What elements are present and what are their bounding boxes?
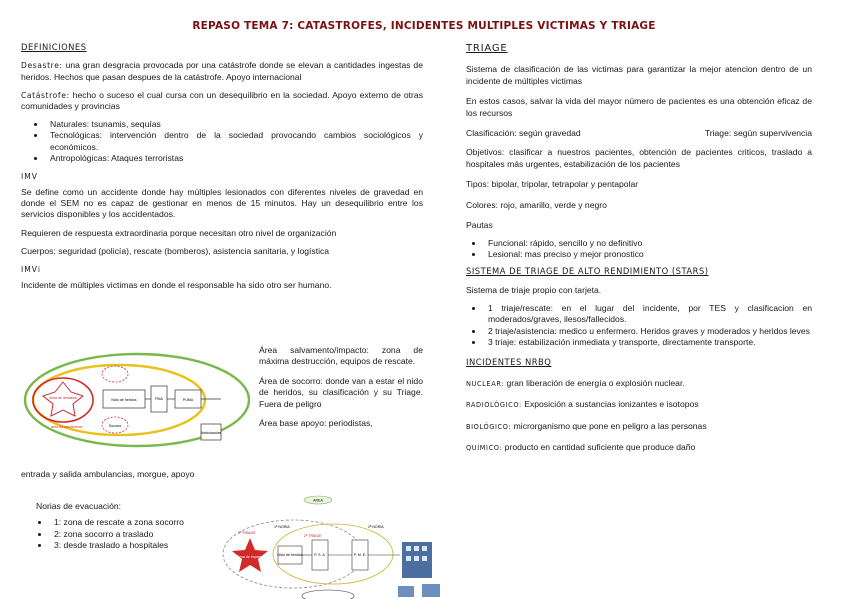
building-window — [414, 546, 419, 551]
red-ellipse — [33, 378, 93, 422]
nrbq-nuclear — [466, 378, 812, 389]
catastrofe-types-list — [46, 119, 423, 165]
list-item: • 1 triaje/rescate: en el lugar del incidente, por TES y clasificacion en moderados/graves, ilesos/fallecidos. — [484, 303, 812, 326]
fig1-ambul-label: Ambulancias — [200, 431, 222, 435]
catastrofe-paragraph — [21, 90, 423, 113]
areas-block — [259, 345, 423, 430]
definiciones-heading: DEFINICIONES — [21, 42, 87, 52]
catastrofe-label: Catástrofe: — [21, 91, 70, 101]
right-column — [466, 42, 812, 461]
clasificacion-text: Clasificación: según gravedad — [466, 127, 581, 138]
norias-diagram — [218, 494, 448, 599]
list-item: • 2: zona socorro a traslado — [50, 529, 196, 540]
list-item: • 3: desde traslado a hospitales — [50, 540, 196, 551]
building-window — [422, 546, 427, 551]
building-window — [406, 546, 411, 551]
imv-definition: Se define como un accidente donde hay múltiples lesionados con diferentes niveles de gravedad en donde el SEM no es capaz de gestionar en menos de 15 minutos. Hay un desequilibrio entre los servicios disponibles y los accidentados. — [21, 186, 423, 220]
triage-segun-text: Triage: según supervivencia — [704, 127, 812, 138]
pautas-list — [484, 238, 812, 261]
stars-heading: SISTEMA DE TRIAGE DE ALTO RENDIMIENTO (STARS) — [466, 266, 709, 277]
nrbq-heading: INCIDENTES NRBQ — [466, 356, 552, 367]
area-socorro: Área de socorro: donde van a estar el nido de heridos, su clasificación y su Triage. Fuera de peligro — [259, 375, 423, 409]
nrbq-quimico — [466, 442, 812, 453]
fig2-zona-label: Zona de impacto — [236, 555, 264, 559]
building-window — [422, 556, 427, 561]
list-item: • Tecnológicas: intervención dentro de la sociedad provocando cambios sociológicos y económicos. — [46, 130, 423, 153]
nrbq-text: microrganismo que pone en peligro a las personas — [511, 420, 707, 431]
list-item: • 2 triaje/asistencia: medico u enfermero. Heridos graves y moderados y heridos leves — [484, 326, 812, 337]
nrbq-label: RADIOLÓGICO: — [466, 401, 522, 410]
evac-heading: Norias de evacuación: — [36, 501, 122, 511]
imvi-heading: IMVi — [21, 264, 41, 274]
pautas-heading: Pautas — [466, 220, 493, 231]
imvi-definition: Incidente de múltiples victimas en donde el responsable ha sido otro ser humano. — [21, 279, 332, 290]
fig2-area-label: AREA — [313, 498, 323, 503]
fig1-pma2-label: PUMA — [182, 398, 194, 402]
nrbq-label: NUCLEAR: — [466, 379, 505, 388]
clasificacion-row — [466, 128, 812, 139]
tipos: Tipos: bipolar, tripolar, tetrapolar y pentapolar — [466, 179, 639, 190]
fig1-zona-label: zona de desastre — [49, 396, 77, 400]
building-window — [414, 556, 419, 561]
fig1-salvamento-label: área de salvamento — [51, 425, 83, 429]
desastre-paragraph — [21, 60, 423, 83]
fig2-psa-label: P. S. A. — [314, 553, 326, 557]
triage-definition: Sistema de clasificación de las victimas para garantizar la mejor atencion dentro de un incidente de múltiples victimas — [466, 64, 812, 86]
imv-cuerpos: Cuerpos: seguridad (policía), rescate (bomberos), asistencia sanitaria, y logística — [21, 246, 330, 257]
nrbq-label: BIOLÓGICO: — [466, 422, 512, 431]
desastre-text: una gran desgracia provocada por una catástrofe donde se elevan a cantidades ingestas de heridos. Hechos que pasan despues de la catástrofe. Apoyo internacional — [21, 60, 423, 82]
list-item: • Funcional: rápido, sencillo y no definitivo — [484, 238, 812, 249]
nrbq-text: producto en cantidad suficiente que produce daño — [502, 442, 696, 453]
fig2-nido-label: Nido de heridos — [277, 553, 303, 557]
fig2-noria2-label: 2ª NORIA — [368, 525, 384, 529]
fig2-bottom-ellipse — [302, 590, 354, 599]
zones-diagram — [21, 350, 253, 450]
nrbq-label: QUÍMICO: — [466, 444, 503, 453]
nrbq-text: Exposición a sustancias ionizantes e isotopos — [521, 399, 699, 410]
nrbq-biologico — [466, 421, 812, 432]
stars-definition: Sistema de triaje propio con tarjeta. — [466, 284, 602, 295]
imv-respuesta: Requieren de respuesta extraordinaria porque necesitan otro nivel de organización — [21, 227, 337, 238]
desastre-label: Desastre: — [21, 61, 63, 71]
page-title: REPASO TEMA 7: CATASTROFES, INCIDENTES MULTIPLES VICTIMAS Y TRIAGE — [192, 20, 656, 32]
fig1-socorro-label: Socorro — [108, 424, 122, 428]
stars-list — [484, 303, 812, 349]
evacuation-block — [36, 501, 196, 559]
fig2-noria1-label: 1ª NORIA — [274, 525, 290, 529]
fig2-triage2-label: 2ª TRIAGE — [304, 534, 322, 538]
area-base-b: entrada y salida ambulancias, morgue, apoyo — [21, 469, 195, 479]
triage-salvar: En estos casos, salvar la vida del mayor número de pacientes es una obtención eficaz de los recursos — [466, 96, 812, 118]
nrbq-radiologico — [466, 399, 812, 410]
hospital-building-icon — [422, 584, 440, 597]
left-column — [21, 42, 423, 298]
building-window — [406, 556, 411, 561]
fig1-circle — [102, 366, 128, 382]
area-base-a: Área base apoyo: periodistas, — [259, 418, 373, 429]
fig1-nido-label: Nido de heridos — [111, 398, 137, 402]
imv-heading: IMV — [21, 171, 38, 181]
fig2-pme-label: P. M. E. — [353, 553, 367, 557]
nrbq-text: gran liberación de energía o explosión nuclear. — [504, 377, 685, 388]
colores: Colores: rojo, amarillo, verde y negro — [466, 199, 607, 210]
triage-heading: TRIAGE — [466, 43, 508, 54]
evac-list — [50, 517, 196, 551]
list-item: • Antropológicas: Ataques terroristas — [46, 153, 423, 164]
fig2-triage1-label: 1ª TRIAGE — [238, 531, 256, 535]
list-item: • Naturales: tsunamis, sequías — [46, 119, 423, 130]
hospital-building-icon — [398, 586, 414, 597]
list-item: • Lesional: mas preciso y mejor pronostico — [484, 249, 812, 260]
list-item: • 3 triaje: estabilización inmediata y transporte, directamente transporte. — [484, 337, 812, 348]
fig1-pma-label: PMA — [155, 397, 163, 401]
area-salvamento: Área salvamento/impacto: zona de máxima destrucción, equipos de rescate. — [259, 345, 423, 367]
catastrofe-text: hecho o suceso el cual cursa con un desequilibrio en la sociedad. Apoyo externo de otras comunidades y provincias — [21, 90, 423, 112]
list-item: • 1: zona de rescate a zona socorro — [50, 517, 196, 528]
objetivos: Objetivos: clasificar a nuestros pacientes, obtención de pacientes criticos, traslado a hospitales más urgentes, estabilización de los pacientes — [466, 147, 812, 169]
